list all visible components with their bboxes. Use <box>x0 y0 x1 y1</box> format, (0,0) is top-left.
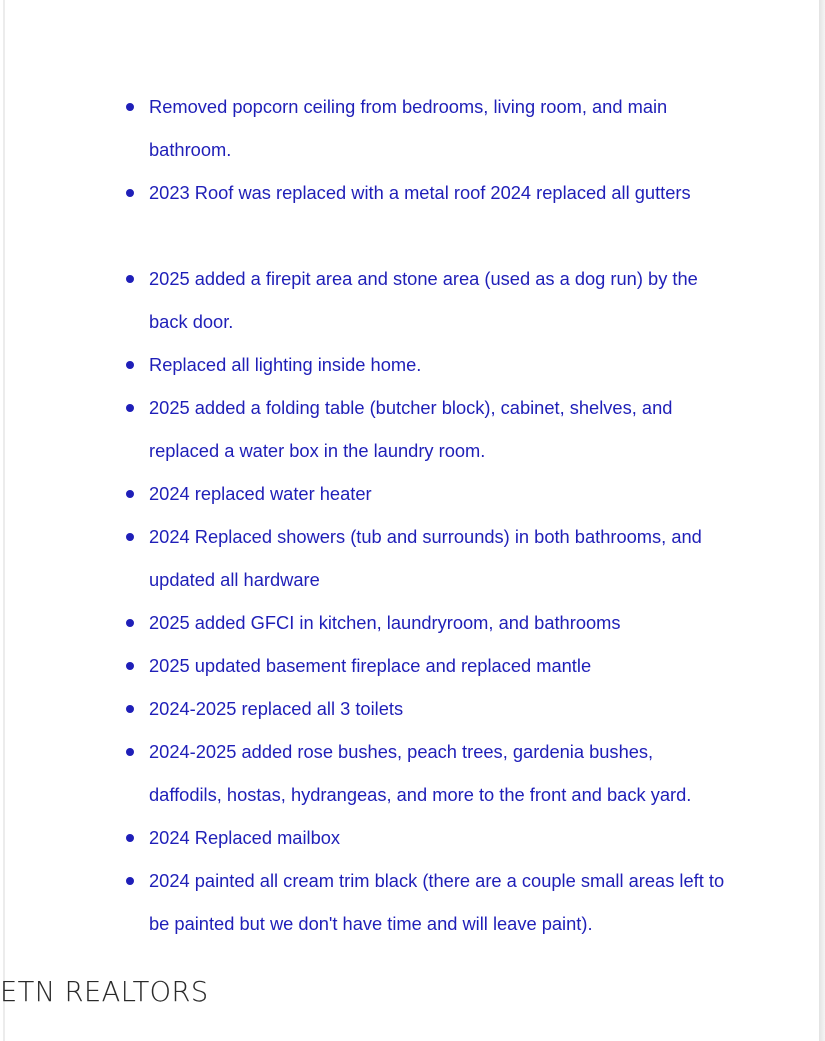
list-item-text: 2023 Roof was replaced with a metal roof 2024 replaced all gutters <box>149 182 691 203</box>
bullet-icon <box>126 361 134 369</box>
etn-realtors-watermark: ETN REALTORS <box>0 975 209 1008</box>
list-item-text: 2024-2025 replaced all 3 toilets <box>149 698 404 719</box>
list-item-text: 2025 added GFCI in kitchen, laundryroom, and bathrooms <box>149 612 621 633</box>
list-item-text: 2024 painted all cream trim black (there are a couple small areas left to be painted but we don't have time and will leave paint). <box>149 870 725 934</box>
list-item-text: 2025 updated basement fireplace and replaced mantle <box>149 655 592 676</box>
bullet-icon <box>126 877 134 885</box>
document-page <box>5 0 819 1041</box>
list-item-text: Removed popcorn ceiling from bedrooms, living room, and main bathroom. <box>149 96 668 160</box>
list-item-text: 2025 added a folding table (butcher block), cabinet, shelves, and replaced a water box in the laundry room. <box>149 397 673 461</box>
list-item <box>5 816 729 859</box>
list-item-text: 2025 added a firepit area and stone area (used as a dog run) by the back door. <box>149 268 698 332</box>
bullet-icon <box>126 490 134 498</box>
bullet-icon <box>126 533 134 541</box>
list-item <box>5 171 729 214</box>
list-item <box>5 257 729 343</box>
bullet-icon <box>126 275 134 283</box>
bullet-icon <box>126 748 134 756</box>
list-item <box>5 386 729 472</box>
list-item <box>5 730 729 816</box>
list-item-text: 2024 replaced water heater <box>149 483 372 504</box>
home-updates-list <box>5 85 819 945</box>
list-item <box>5 644 729 687</box>
list-item <box>5 85 729 171</box>
list-item <box>5 859 729 945</box>
bullet-icon <box>126 619 134 627</box>
list-item-text: 2024-2025 added rose bushes, peach trees, gardenia bushes, daffodils, hostas, hydrangeas, and more to the front and back yard. <box>149 741 692 805</box>
list-item-text: Replaced all lighting inside home. <box>149 354 422 375</box>
list-item <box>5 687 729 730</box>
list-item-text: 2024 Replaced showers (tub and surrounds) in both bathrooms, and updated all hardware <box>149 526 702 590</box>
list-item <box>5 343 729 386</box>
bullet-icon <box>126 103 134 111</box>
bullet-icon <box>126 834 134 842</box>
list-item-text: 2024 Replaced mailbox <box>149 827 341 848</box>
list-item <box>5 472 729 515</box>
list-item <box>5 601 729 644</box>
list-item <box>5 515 729 601</box>
page-right-shadow <box>819 0 825 1041</box>
bullet-icon <box>126 404 134 412</box>
bullet-icon <box>126 662 134 670</box>
bullet-icon <box>126 705 134 713</box>
bullet-icon <box>126 189 134 197</box>
